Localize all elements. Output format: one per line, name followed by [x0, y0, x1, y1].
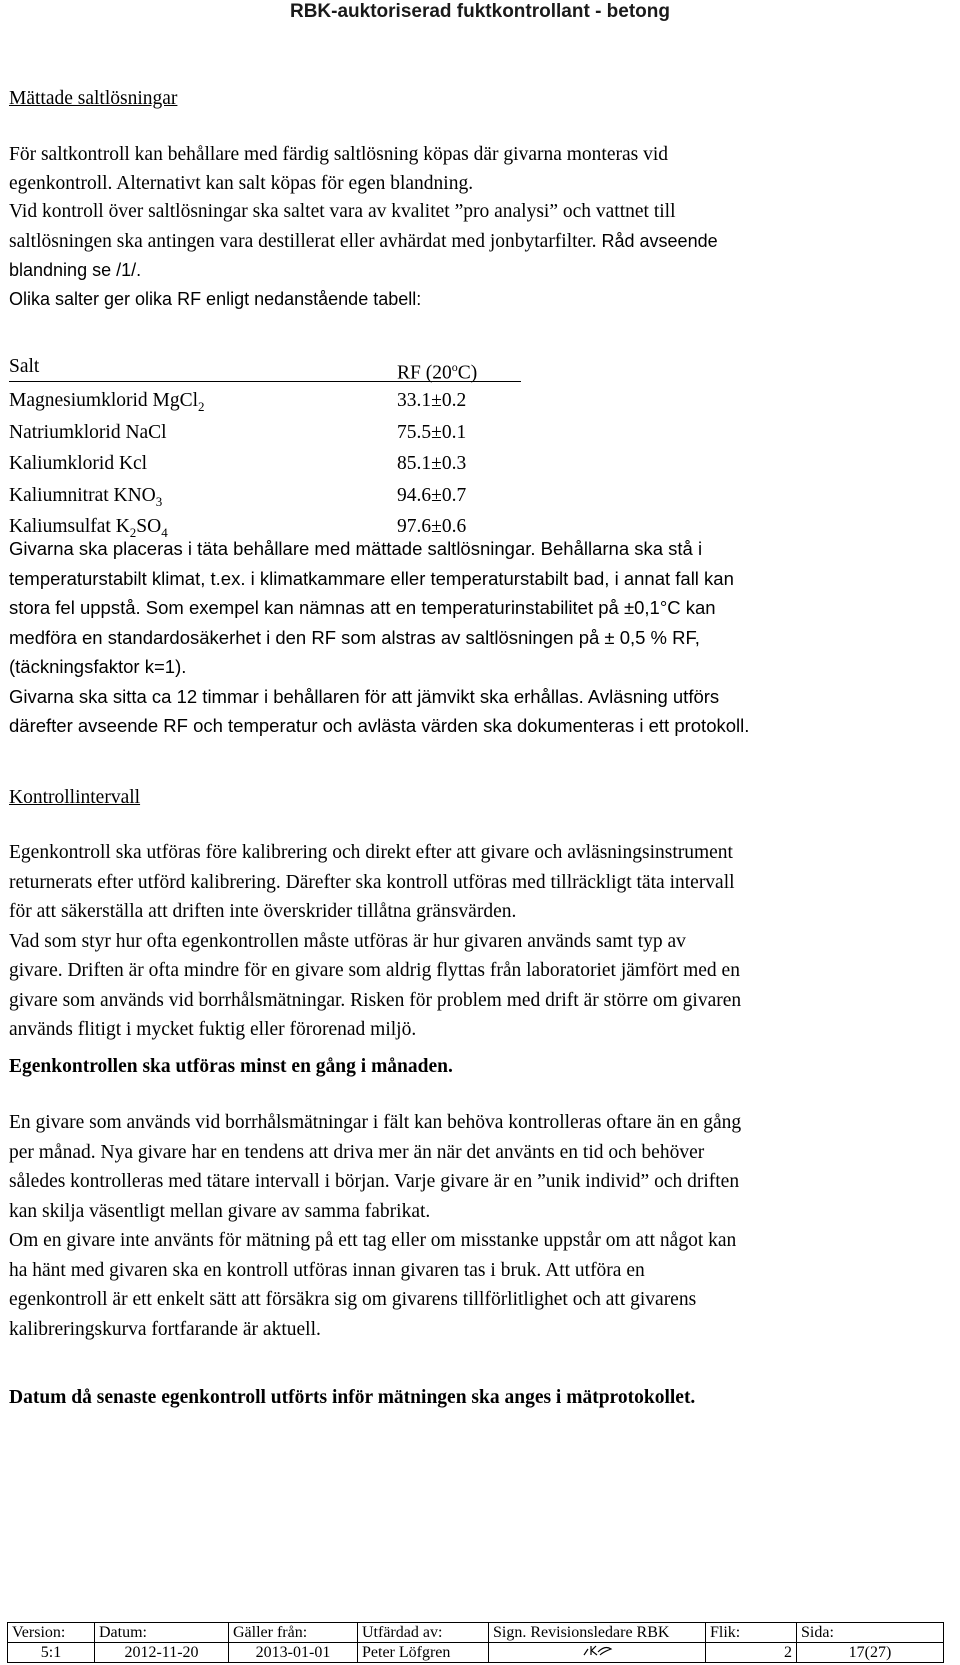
page-header-title: RBK-auktoriserad fuktkontrollant - betong — [289, 1, 670, 22]
salt-name: Kaliumsulfat $K_2SO_4$ — [9, 516, 168, 540]
date-requirement: Datum då senaste egenkontroll utförts inför mätningen ska anges i mätprotokollet. — [9, 1387, 696, 1408]
text-line: Egenkontroll ska utföras före kalibrering och direkt efter att givare och avläsningsinstrument — [9, 842, 733, 863]
column-header-salt: Salt — [9, 356, 40, 377]
text-line: givare som används vid borrhålsmätningar. Risken för problem med drift är större om givaren — [9, 989, 742, 1011]
salt-name: Natriumklorid NaCl — [9, 421, 167, 443]
footer-value: 2 — [706, 1643, 797, 1663]
text-line: Vid kontroll över saltlösningar ska saltet vara av kvalitet ”pro analysi” och vattnet till — [9, 201, 676, 222]
table-row — [9, 385, 529, 417]
interval-paragraphs — [9, 838, 939, 1045]
text-line: för att säkerställa att driften inte överskrider tillåtna gränsvärden. — [9, 901, 517, 922]
table-row — [9, 417, 529, 449]
text-line: används flitigt i mycket fuktig eller förorenad miljö. — [9, 1019, 417, 1040]
text-line: temperaturstabilt klimat, t.ex. i klimatkammare eller temperaturstabilt bad, i annat fall kan — [9, 567, 734, 589]
placement-paragraph — [9, 534, 939, 741]
text-line: Om en givare inte använts för mätning på ett tag eller om misstanke uppstår om att något kan — [9, 1230, 737, 1251]
text-line: Olika salter ger olika RF enligt nedanstående tabell: — [9, 288, 422, 309]
text-line: egenkontroll är ett enkelt sätt att försäkra sig om givarens tillförlitlighet och att givarens — [9, 1289, 697, 1310]
text-line: således kontrolleras med tätare intervall i början. Varje givare är en ”unik individ” och driften — [9, 1171, 740, 1192]
monthly-requirement: Egenkontrollen ska utföras minst en gång i månaden. — [9, 1056, 453, 1077]
salt-rf-table — [9, 353, 529, 543]
table-row — [9, 480, 529, 512]
text-line: stora fel uppstå. Som exempel kan nämnas att en temperaturinstabilitet på ±0,1°C kan — [9, 597, 716, 618]
column-header-rf: RF (20$^o$C) — [397, 360, 478, 384]
footer-label: Sida: — [797, 1623, 944, 1643]
text-line: Givarna ska sitta ca 12 timmar i behållaren för att jämvikt ska erhållas. Avläsning utförs — [9, 685, 720, 707]
salt-rf-value: 97.6±0.6 — [397, 516, 467, 537]
text-line: kan skilja väsentligt mellan givare av samma fabrikat. — [9, 1200, 431, 1222]
section-heading: Mättade saltlösningar — [9, 88, 178, 109]
text-span: saltlösningen ska antingen vara destillerat eller avhärdat med jonbytarfilter. — [9, 230, 597, 252]
footer-label: Utfärdad av: — [358, 1623, 489, 1643]
salt-rf-value: 75.5±0.1 — [397, 421, 467, 443]
footer-value: 17(27) — [797, 1643, 944, 1663]
salt-name: Magnesiumklorid MgCl$_2$ — [9, 390, 205, 414]
table-row — [9, 448, 529, 480]
text-line: per månad. Nya givare har en tendens att driva mer än när det använts en tid och behöver — [9, 1141, 705, 1163]
text-line: givare. Driften är ofta mindre för en givare som aldrig flyttas från laboratoriet jämfört med en — [9, 960, 740, 981]
text-line: En givare som används vid borrhålsmätningar i fält kan behöva kontrolleras oftare än en gång — [9, 1112, 742, 1133]
text-line: blandning se /1/. — [9, 260, 142, 280]
footer-value: 2012-11-20 — [95, 1643, 229, 1663]
salt-rf-value: 94.6±0.7 — [397, 484, 467, 506]
text-line: därefter avseende RF och temperatur och avlästa värden ska dokumenteras i ett protokoll. — [9, 715, 750, 736]
drift-paragraphs — [9, 1108, 939, 1344]
section-kontrollintervall — [9, 784, 939, 813]
document-footer-table — [7, 1622, 944, 1663]
text-line: Givarna ska placeras i täta behållare med mättade saltlösningar. Behållarna ska stå i — [9, 538, 703, 559]
section-heading: Kontrollintervall — [9, 787, 141, 808]
salt-name: Kaliumklorid Kcl — [9, 453, 148, 474]
intro-paragraphs — [9, 141, 939, 313]
text-line — [9, 227, 939, 257]
footer-label-row — [8, 1623, 944, 1643]
text-span: Råd avseende — [596, 230, 718, 251]
footer-label: Datum: — [95, 1623, 229, 1643]
text-line: egenkontroll. Alternativt kan salt köpas för egen blandning. — [9, 172, 474, 194]
salt-rf-value: 33.1±0.2 — [397, 390, 467, 411]
text-line: ha hänt med givaren ska en kontroll utföras innan givaren tas i bruk. Att utföra en — [9, 1259, 645, 1281]
footer-value: 5:1 — [8, 1643, 95, 1663]
text-line: För saltkontroll kan behållare med färdig saltlösning köpas där givarna monteras vid — [9, 144, 669, 165]
footer-label: Gäller från: — [229, 1623, 358, 1643]
salt-rf-value: 85.1±0.3 — [397, 453, 467, 474]
footer-label: Version: — [8, 1623, 95, 1643]
salt-name: Kaliumnitrat $KNO_3$ — [9, 484, 163, 509]
section-saltlosningar — [9, 85, 939, 114]
signature-icon — [581, 1643, 615, 1657]
footer-value: Peter Löfgren — [358, 1643, 489, 1663]
footer-label: Flik: — [706, 1623, 797, 1643]
footer-value: 2013-01-01 — [229, 1643, 358, 1663]
table-header-row — [9, 353, 521, 382]
signature-cell — [489, 1643, 706, 1663]
footer-value-row — [8, 1643, 944, 1663]
text-line: Vad som styr hur ofta egenkontrollen måste utföras är hur givaren används samt typ av — [9, 930, 686, 952]
text-line: (täckningsfaktor k=1). — [9, 656, 187, 677]
footer-label: Sign. Revisionsledare RBK — [489, 1623, 706, 1643]
text-line: kalibreringskurva fortfarande är aktuell. — [9, 1318, 321, 1340]
text-line: returnerats efter utförd kalibrering. Därefter ska kontroll utföras med tillräckligt täta intervall — [9, 871, 735, 893]
text-line: medföra en standardosäkerhet i den RF som alstras av saltlösningen på ± 0,5 % RF, — [9, 626, 700, 648]
